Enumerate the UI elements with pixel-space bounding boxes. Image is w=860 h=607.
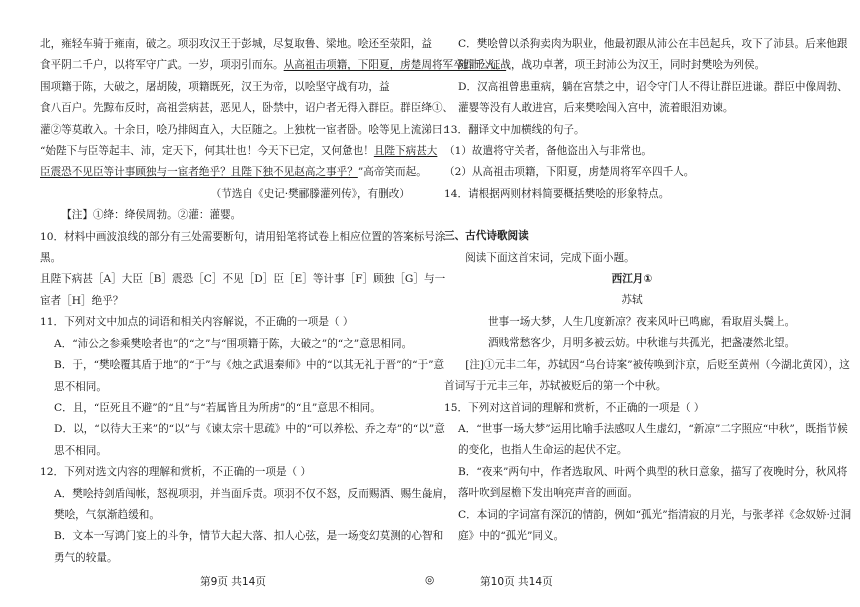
option-a: A．“世事一场大梦”运用比喻手法感叹人生虚幻，“新凉”二字照应“中秋”，既指节候 bbox=[458, 422, 848, 435]
question-stem: 黑。 bbox=[40, 252, 62, 265]
option-d-cont: 灌婴等没有人敢进宫，后来樊哙闯入宫中，流着眼泪劝谏。 bbox=[458, 102, 734, 115]
question-body: 且陛下病甚［A］大臣［B］震恐［C］不见［D］臣［E］等计事［F］顾独［G］与一 bbox=[40, 273, 446, 286]
option-b: B．文本一写鸿门宴上的斗争，情节大起大落、扣人心弦，是一场变幻莫测的心智和 bbox=[54, 530, 444, 543]
question-13-item: （2）从高祖击项籍，下阳夏，虏楚周将军卒四千人。 bbox=[444, 166, 695, 179]
option-c: C．樊哙曾以杀狗卖肉为职业，他最初跟从沛公在丰邑起兵，攻下了沛县。后来他跟 bbox=[458, 38, 848, 50]
passage-line: 臣震恐不见臣等计事顾独与一宦者绝乎？且陛下独不见赵高之事乎？”高帝笑而起。 bbox=[40, 166, 427, 179]
section-heading: 三、古代诗歌阅读 bbox=[444, 230, 529, 243]
passage-line: 北，雍轻车骑于雍南，破之。项羽攻汉王于彭城，尽复取鲁、梁地。哙还至荥阳，益 bbox=[40, 38, 432, 50]
wavy-sentence: 且陛下病甚大 bbox=[373, 145, 438, 158]
poem-line: 世事一场大梦，人生几度新凉？夜来风叶已鸣廊，看取眉头鬓上。 bbox=[488, 315, 796, 328]
option-a: A．“沛公之参乘樊哙者也”的“之”与“围项籍于陈，大破之”的“之”意思相同。 bbox=[54, 337, 413, 350]
poem-note-cont: 首词写于元丰三年，苏轼被贬后的第一个中秋。 bbox=[444, 380, 667, 393]
option-b-cont: 思不相同。 bbox=[54, 380, 107, 393]
question-12 bbox=[40, 462, 454, 569]
option-d: D．汉高祖曾患重病，躺在宫禁之中，诏令守门人不得让群臣进谦。群臣中像周勃、 bbox=[458, 80, 848, 93]
option-a-cont: 樊哙，气氛渐趋缓和。 bbox=[54, 508, 160, 521]
option-a: A．樊哙持剑盾闯帐，怒视项羽，并当面斥责。项羽不仅不怒，反而赐酒、赐生彘肩， bbox=[54, 487, 454, 500]
option-b: B．“夜来”两句中，作者选取风、叶两个典型的秋日意象，描写了夜晚时分，秋风将 bbox=[458, 465, 848, 478]
option-b-cont: 落叶吹到屋檐下发出响亮声音的画面。 bbox=[458, 487, 639, 500]
question-stem: 10．材料中画波浪线的部分有三处需要断句，请用铅笔将试卷上相应位置的答案标号涂 bbox=[40, 230, 446, 243]
option-b-cont: 勇气的较量。 bbox=[54, 551, 118, 564]
question-13-item: （1）故遣将守关者，备他盗出入与非常也。 bbox=[444, 145, 653, 158]
option-a-cont: 的变化，也指人生命运的起伏不定。 bbox=[458, 444, 628, 457]
poem-author: 苏轼 bbox=[621, 294, 643, 307]
option-d: D．以，“以待大王来”的“以”与《谏太宗十思疏》中的“可以养松、乔之寿”的“以”意 bbox=[54, 423, 445, 436]
wavy-sentence: 臣震恐不见臣等计事顾独与一宦者绝乎？且陛下独不见赵高之事乎？ bbox=[40, 166, 358, 179]
question-10 bbox=[40, 227, 446, 313]
option-c: C．且，“臣死且不避”的“且”与“若属皆且为所虏”的“且”意思不相同。 bbox=[54, 401, 381, 414]
question-13-stem: 13．翻译文中加横线的句子。 bbox=[444, 123, 585, 136]
question-stem: 11．下列对文中加点的词语和相关内容解说，不正确的一项是（ ） bbox=[40, 316, 354, 329]
page-number-left: 第9页 共14页 bbox=[200, 576, 266, 588]
page-number-right: 第10页 共14页 bbox=[480, 576, 553, 588]
question-14-stem: 14．请根据两则材料简要概括樊哙的形象特点。 bbox=[444, 187, 670, 200]
question-stem: 15．下列对这首词的理解和赏析，不正确的一项是（ ） bbox=[444, 401, 705, 414]
passage-line: “始陛下与臣等起丰、沛，定天下，何其壮也！今天下已定，又何惫也！且陛下病甚大 bbox=[40, 145, 438, 158]
option-d-cont: 思不相同。 bbox=[54, 444, 107, 457]
passage-source: （节选自《史记·樊郦滕灌列传》，有删改） bbox=[210, 187, 410, 200]
poem-title: 西江月① bbox=[611, 273, 653, 286]
question-15 bbox=[444, 398, 852, 548]
poem-note: [注]①元丰二年，苏轼因“乌台诗案”被传唤到汴京，后贬至黄州（今湖北黄冈），这 bbox=[465, 358, 850, 371]
right-column bbox=[444, 34, 852, 547]
option-b: B．于，“樊哙覆其盾于地”的“于”与《烛之武退秦师》中的“以其无礼于晋”的“于”意 bbox=[54, 359, 445, 372]
passage-line: 灌②等莫敢入。十余日，哙乃排闼直入，大臣随之。上独枕一宦者卧。哙等见上流涕曰： bbox=[40, 123, 454, 136]
question-stem: 12．下列对选文内容的理解和赏析，不正确的一项是（ ） bbox=[40, 466, 312, 479]
option-c-cont: 随沛公征战，战功卓著，项王封沛公为汉王，同时封樊哙为列侯。 bbox=[458, 59, 766, 72]
section-instruction: 阅读下面这首宋词，完成下面小题。 bbox=[465, 251, 635, 264]
question-body: 宦者［H］绝乎？ bbox=[40, 294, 124, 307]
passage-line: 食平阴二千户，以将军守广武。一岁，项羽引而东。从高祖击项籍，下阳夏，虏楚周将军卒四千人。 bbox=[40, 59, 507, 72]
question-11 bbox=[40, 312, 445, 462]
option-c: C．本词的字词富有深沉的情韵，例如“孤光”指清寂的月光，与张孝祥《念奴娇·过洞 bbox=[458, 508, 852, 521]
passage-note: 【注】①绛：绛侯周勃。②灌：灌婴。 bbox=[61, 209, 242, 222]
center-mark: ◎ bbox=[425, 574, 435, 586]
passage-line: 围项籍于陈，大破之，屠胡陵，项籍既死，汉王为帝，以哙坚守战有功，益 bbox=[40, 80, 390, 93]
option-c-cont: 庭》中的“孤光”同义。 bbox=[458, 529, 565, 542]
underlined-sentence: 从高祖击项籍，下阳夏，虏楚周将军卒四千人。 bbox=[283, 59, 507, 72]
poem-line: 酒贱常愁客少，月明多被云妨。中秋谁与共孤光，把盏凄然北望。 bbox=[488, 337, 796, 350]
spacer bbox=[444, 205, 820, 226]
passage-line: 食八百户。先黥布反时，高祖尝病甚，恶见人，卧禁中，诏户者无得入群臣。群臣绛①、 bbox=[40, 102, 454, 115]
